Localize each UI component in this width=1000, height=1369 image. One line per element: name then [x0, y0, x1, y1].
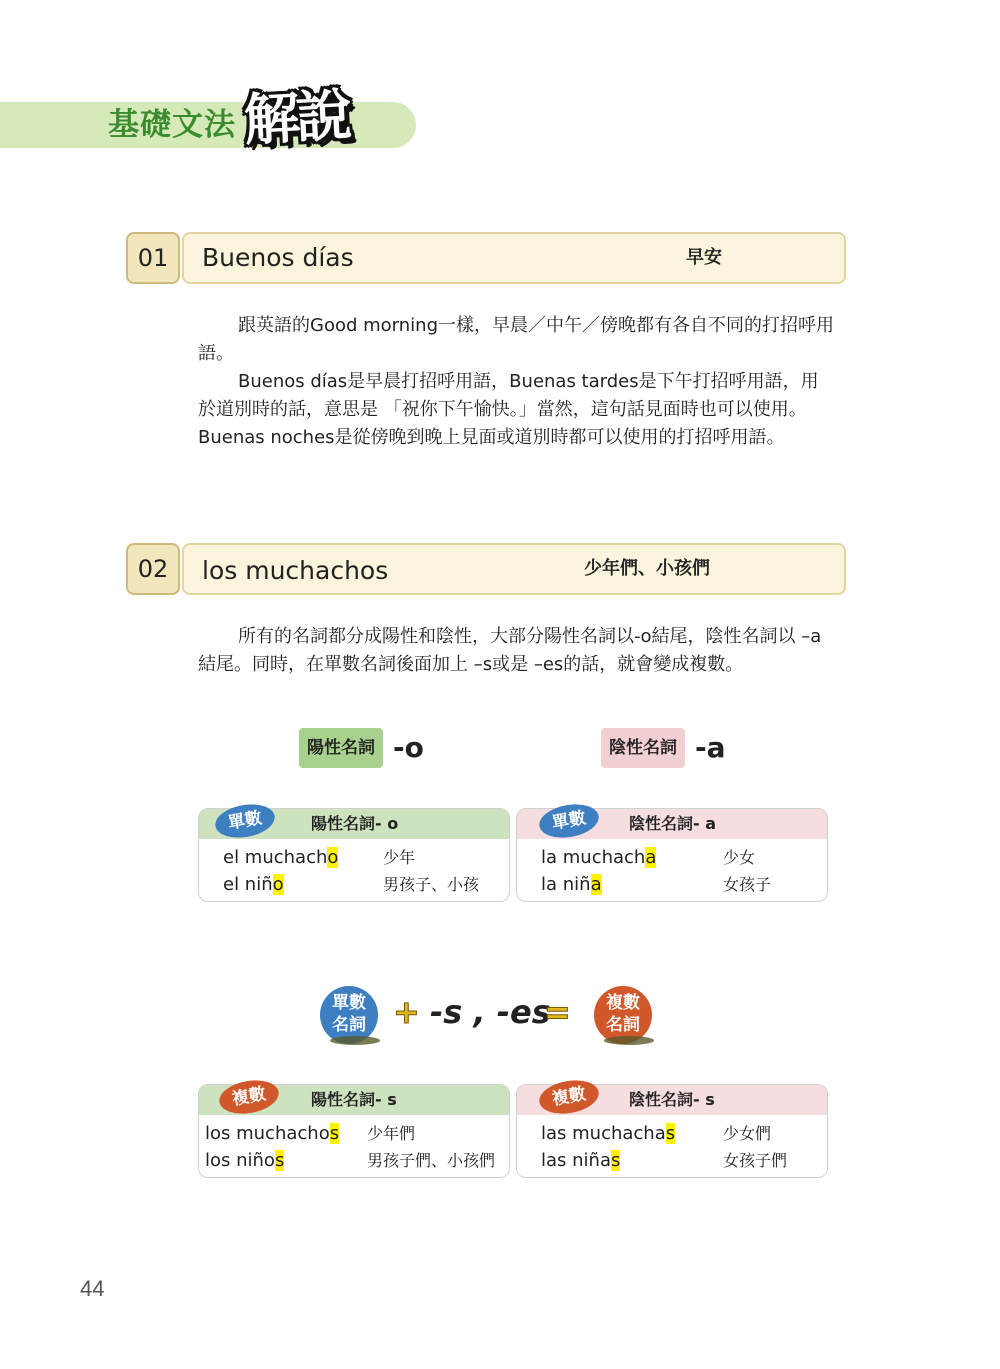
page-number: 44: [80, 1276, 105, 1301]
table-row: los muchachos: [205, 1123, 340, 1144]
translation: 少年: [383, 848, 416, 867]
section-title-en: Buenos días: [202, 243, 354, 272]
section-title-zh: 少年們、小孩們: [584, 558, 710, 579]
singular-badge: 單數: [213, 800, 278, 842]
translation: 少女們: [723, 1124, 772, 1143]
section-number-01: 01: [126, 232, 180, 284]
plural-suffix: -s , -es: [430, 993, 551, 1031]
table-heading: 陽性名詞- o: [311, 814, 399, 833]
equals-sign: =: [544, 993, 571, 1031]
translation: 少年們: [367, 1124, 416, 1143]
translation: 女孩子們: [723, 1151, 788, 1170]
table-plural-masculine: [198, 1084, 510, 1178]
ball-shadow: [604, 1036, 654, 1045]
table-row: las niñas: [541, 1150, 621, 1171]
ball-label: 名詞: [332, 1015, 366, 1035]
translation: 女孩子: [723, 875, 772, 894]
section-title-box-02: [182, 543, 846, 595]
section1-body: [198, 312, 834, 452]
section-title-box-01: [182, 232, 846, 284]
table-heading: 陽性名詞- s: [311, 1090, 397, 1109]
section-number-02: 02: [126, 543, 180, 595]
plural-badge: 複數: [537, 1076, 602, 1118]
singular-badge: 單數: [537, 800, 602, 842]
plus-sign: +: [393, 993, 420, 1031]
translation: 少女: [723, 848, 756, 867]
table-plural-feminine: [516, 1084, 828, 1178]
page-title: 基礎文法: [108, 107, 236, 143]
ball-shadow: [330, 1036, 380, 1045]
masculine-suffix: -o: [393, 731, 424, 764]
table-row: el muchacho: [223, 847, 339, 868]
table-row: la niña: [541, 874, 602, 895]
table-row: la muchacha: [541, 847, 657, 868]
masculine-noun-tag: 陽性名詞: [299, 728, 383, 768]
ball-label: 名詞: [606, 1015, 640, 1035]
table-heading: 陰性名詞- s: [629, 1090, 715, 1109]
paragraph: 跟英語的Good morning一樣，早晨／中午／傍晚都有各自不同的打招呼用語。: [198, 315, 834, 364]
table-heading: 陰性名詞- a: [629, 814, 717, 833]
paragraph: 所有的名詞都分成陽性和陰性，大部分陽性名詞以-o結尾，陰性名詞以 –a結尾。同時，在單數名詞後面加上 –s或是 –es的話，就會變成複數。: [198, 626, 822, 675]
table-row: las muchachas: [541, 1123, 676, 1144]
section-title-zh: 早安: [686, 247, 722, 268]
translation: 男孩子們、小孩們: [367, 1151, 496, 1170]
feminine-suffix: -a: [695, 731, 726, 764]
table-row: los niños: [205, 1150, 285, 1171]
plural-badge: 複數: [217, 1076, 282, 1118]
ball-label: 單數: [332, 993, 366, 1013]
paragraph: Buenos días是早晨打招呼用語，Buenas tardes是下午打招呼用語，用於道別時的話，意思是 「祝你下午愉快。」當然，這句話見面時也可以使用。Buenas noches是從傍晚到晚上見面或道別時都可以使用的打招呼用語。: [198, 371, 819, 448]
translation: 男孩子、小孩: [383, 875, 480, 894]
page-title-emphasis: 解說: [242, 83, 350, 154]
table-singular-masculine: [198, 808, 510, 902]
table-row: el niño: [223, 874, 284, 895]
section2-body: [198, 623, 834, 679]
section-title-en: los muchachos: [202, 556, 389, 585]
table-singular-feminine: [516, 808, 828, 902]
ball-label: 複數: [606, 993, 640, 1013]
feminine-noun-tag: 陰性名詞: [601, 728, 685, 768]
